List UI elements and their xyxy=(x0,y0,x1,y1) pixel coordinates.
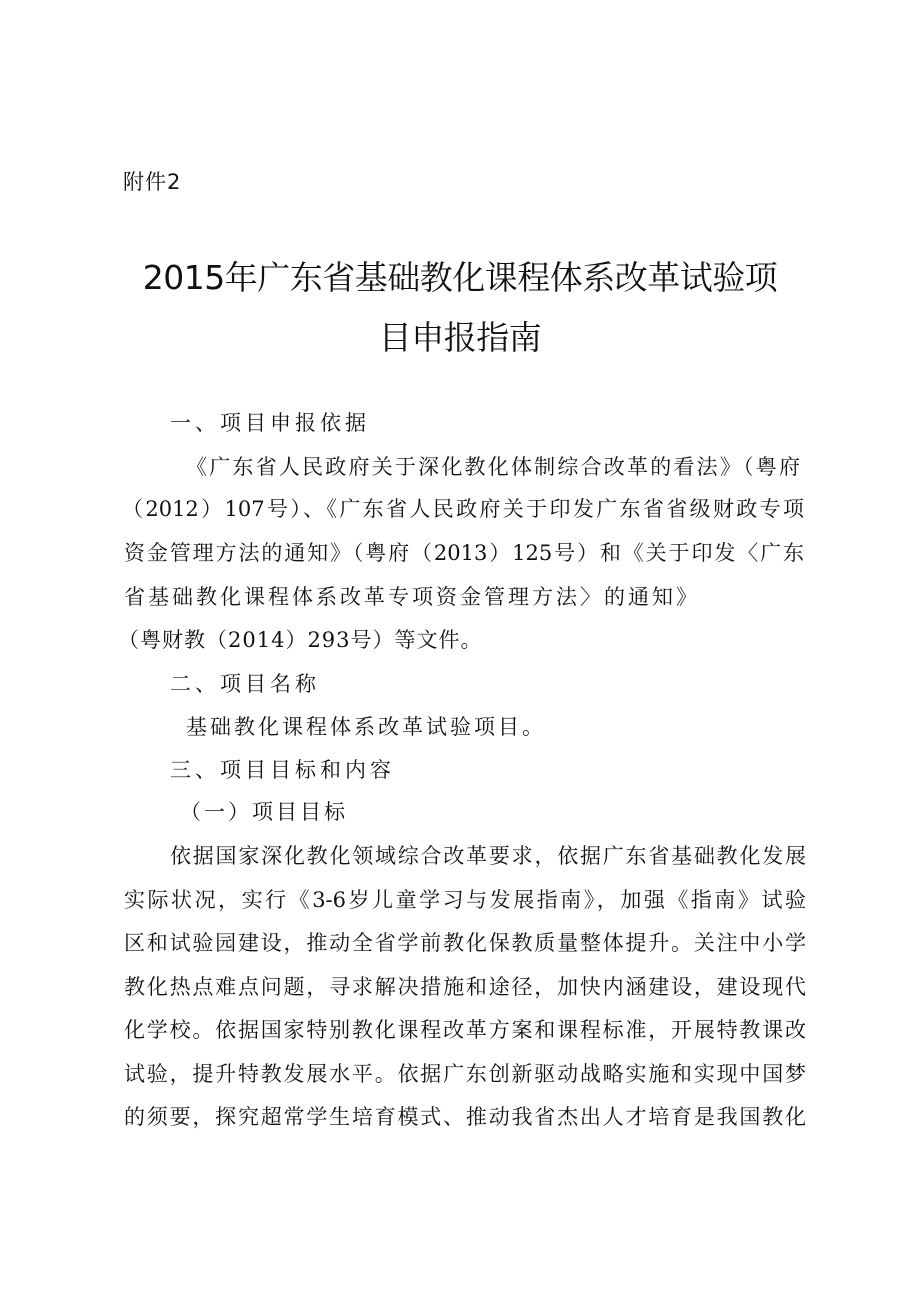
document-title-line-2: 目申报指南 xyxy=(378,318,542,357)
section-3-para-line-3: 区和试验园建设，推动全省学前教化保教质量整体提升。关注中小学 xyxy=(124,931,806,955)
section-2-para: 基础教化课程体系改革试验项目。 xyxy=(186,715,546,739)
section-1-para-line-1: 《广东省人民政府关于深化教化体制综合改革的看法》（粤府 xyxy=(186,455,800,479)
section-1-para-line-5: （粤财教（2014）293号）等文件。 xyxy=(118,628,483,652)
section-3-heading: 三、项目目标和内容 xyxy=(170,758,395,782)
section-3-para-line-5: 化学校。依据国家特别教化课程改革方案和课程标准，开展特教课改 xyxy=(124,1018,806,1042)
section-1-para-line-3: 资金管理方法的通知》（粤府（2013）125号）和《关于印发〈广东 xyxy=(124,541,804,565)
section-3-para-line-4: 教化热点难点问题，寻求解决措施和途径，加快内涵建设，建设现代 xyxy=(124,975,806,999)
section-3-para-line-2: 实际状况，实行《3-6岁儿童学习与发展指南》，加强《指南》试验 xyxy=(124,888,806,912)
section-2-heading: 二、项目名称 xyxy=(170,672,320,696)
attachment-label: 附件2 xyxy=(123,170,182,194)
section-1-para-line-2: （2012）107号）、《广东省人民政府关于印发广东省省级财政专项 xyxy=(122,497,804,521)
section-3-para-line-7: 的须要，探究超常学生培育模式、推动我省杰出人才培育是我国教化 xyxy=(124,1105,806,1129)
section-3-para-line-1: 依据国家深化教化领域综合改革要求，依据广东省基础教化发展 xyxy=(170,844,806,868)
section-3-subheading-1: （一）项目目标 xyxy=(180,800,348,824)
section-1-para-line-4: 省基础教化课程体系改革专项资金管理方法〉的通知》 xyxy=(124,585,700,609)
section-1-heading: 一、项目申报依据 xyxy=(170,411,370,435)
section-3-para-line-6: 试验，提升特教发展水平。依据广东创新驱动战略实施和实现中国梦 xyxy=(124,1062,806,1086)
document-title-line-1: 2015年广东省基础教化课程体系改革试验项 xyxy=(142,258,778,297)
